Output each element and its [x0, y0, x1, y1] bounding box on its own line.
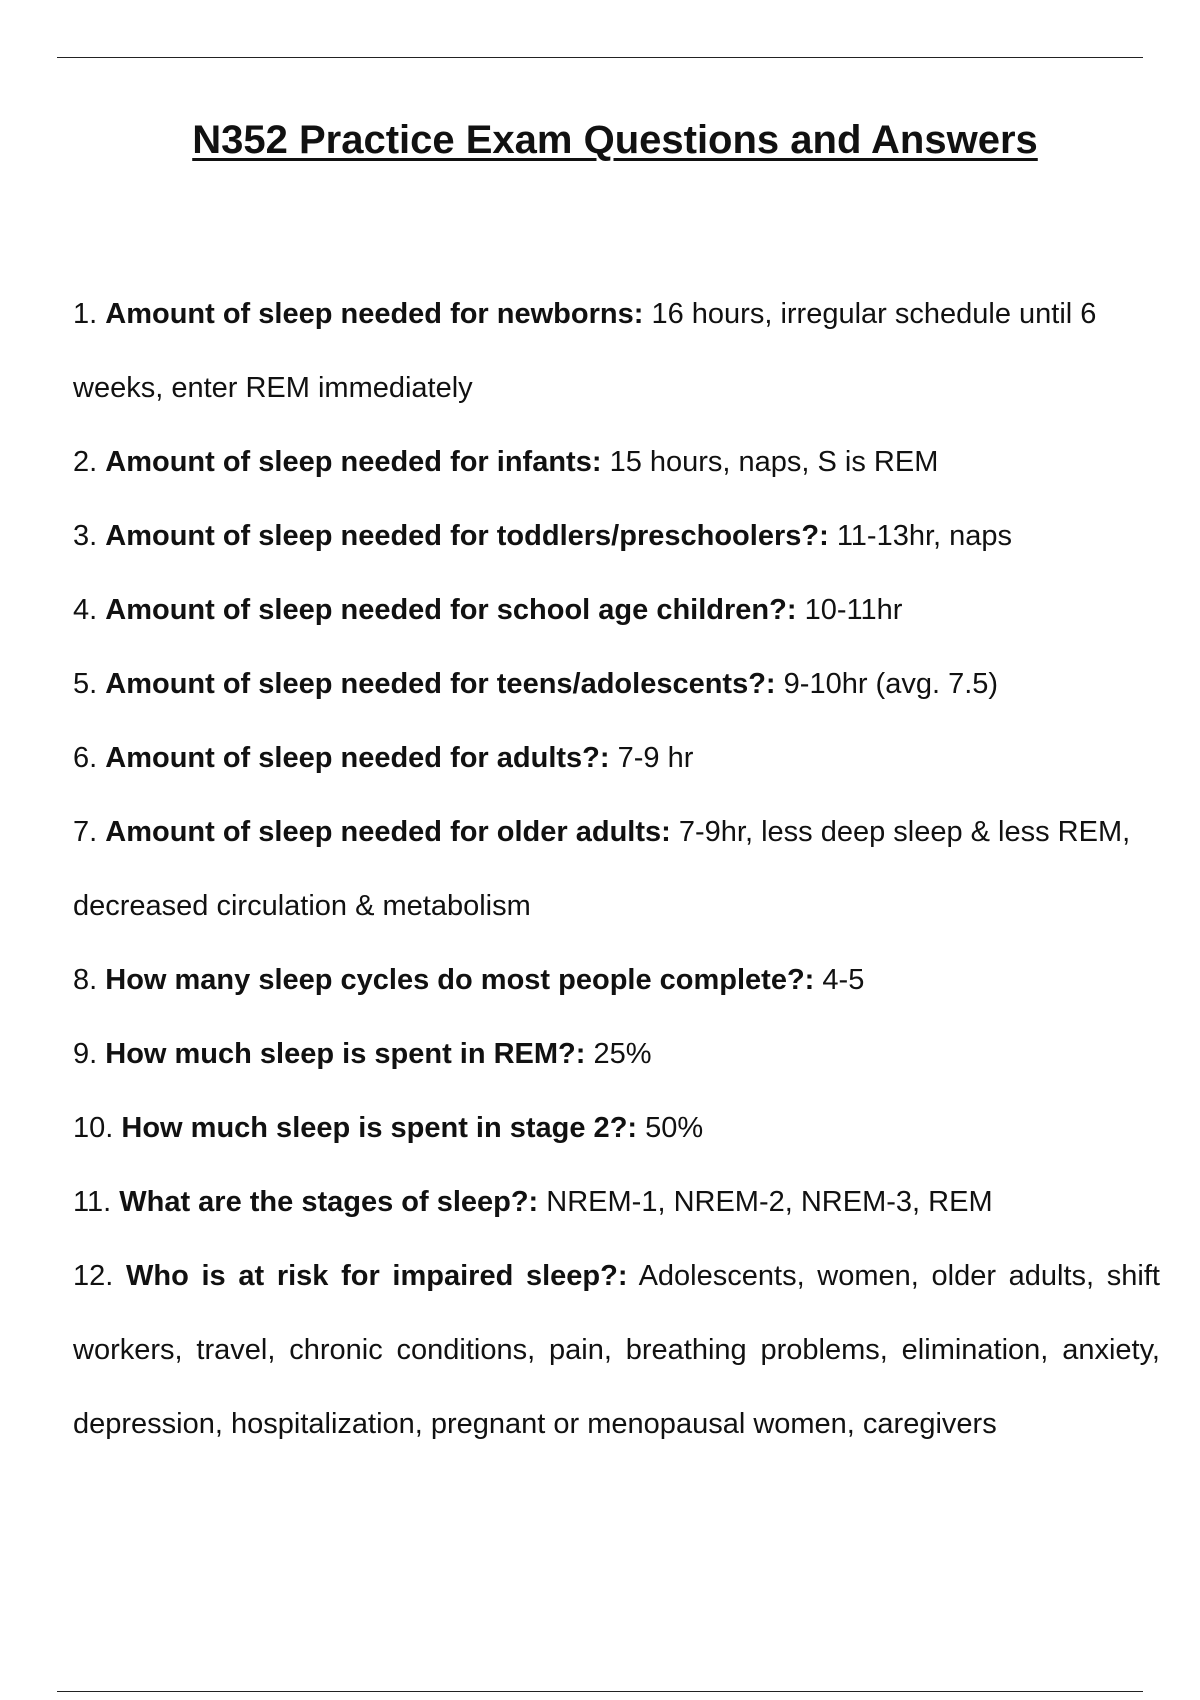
qa-question: Amount of sleep needed for school age children?: — [105, 594, 797, 626]
top-rule — [57, 57, 1143, 58]
qa-item-7 — [73, 795, 1160, 943]
qa-item-3 — [73, 499, 1160, 573]
qa-number: 12. — [73, 1260, 114, 1292]
qa-item-2 — [73, 425, 1160, 499]
qa-answer: 7-9hr, less deep sleep & less REM, decreased circulation & metabolism — [73, 816, 1131, 922]
qa-item-1 — [73, 277, 1160, 425]
qa-number: 2. — [73, 446, 98, 478]
qa-question: How much sleep is spent in REM?: — [105, 1038, 586, 1070]
qa-number: 7. — [73, 816, 98, 848]
qa-number: 4. — [73, 594, 98, 626]
qa-answer: 11-13hr, naps — [836, 520, 1013, 552]
qa-item-9 — [73, 1017, 1160, 1091]
qa-question: Amount of sleep needed for older adults: — [105, 816, 671, 848]
qa-question: Amount of sleep needed for toddlers/preschoolers?: — [105, 520, 829, 552]
qa-answer: 25% — [593, 1038, 652, 1070]
qa-answer: 7-9 hr — [617, 742, 694, 774]
qa-number: 10. — [73, 1112, 114, 1144]
qa-number: 8. — [73, 964, 98, 996]
bottom-rule — [57, 1691, 1143, 1692]
page-title: N352 Practice Exam Questions and Answers — [192, 118, 1038, 162]
qa-number: 9. — [73, 1038, 98, 1070]
qa-item-6 — [73, 721, 1160, 795]
qa-item-12 — [73, 1239, 1160, 1461]
qa-item-8 — [73, 943, 1160, 1017]
qa-answer: 50% — [645, 1112, 704, 1144]
qa-answer: 16 hours, irregular schedule until 6 weeks, enter REM immediately — [73, 298, 1097, 404]
qa-question: Who is at risk for impaired sleep?: — [126, 1260, 628, 1292]
qa-number: 1. — [73, 298, 98, 330]
qa-number: 6. — [73, 742, 98, 774]
qa-item-10 — [73, 1091, 1160, 1165]
qa-answer: 4-5 — [822, 964, 865, 996]
qa-answer: 15 hours, naps, S is REM — [609, 446, 939, 478]
qa-answer: 9-10hr (avg. 7.5) — [783, 668, 999, 700]
qa-item-11 — [73, 1165, 1160, 1239]
qa-question: Amount of sleep needed for newborns: — [105, 298, 644, 330]
qa-list — [73, 277, 1160, 1461]
qa-number: 3. — [73, 520, 98, 552]
qa-answer: Adolescents, women, older adults, shift workers, travel, chronic conditions, pain, breathing problems, elimination, anxiety, depression, hospitalization, pregnant or menopausal women, caregivers — [73, 1260, 1160, 1440]
qa-question: Amount of sleep needed for teens/adolescents?: — [105, 668, 776, 700]
qa-question: How much sleep is spent in stage 2?: — [121, 1112, 638, 1144]
qa-question: Amount of sleep needed for infants: — [105, 446, 602, 478]
qa-number: 5. — [73, 668, 98, 700]
qa-answer: 10-11hr — [804, 594, 903, 626]
qa-question: What are the stages of sleep?: — [119, 1186, 539, 1218]
qa-question: Amount of sleep needed for adults?: — [105, 742, 610, 774]
qa-item-4 — [73, 573, 1160, 647]
qa-question: How many sleep cycles do most people complete?: — [105, 964, 815, 996]
qa-item-5 — [73, 647, 1160, 721]
qa-number: 11. — [73, 1186, 112, 1218]
qa-answer: NREM-1, NREM-2, NREM-3, REM — [546, 1186, 993, 1218]
